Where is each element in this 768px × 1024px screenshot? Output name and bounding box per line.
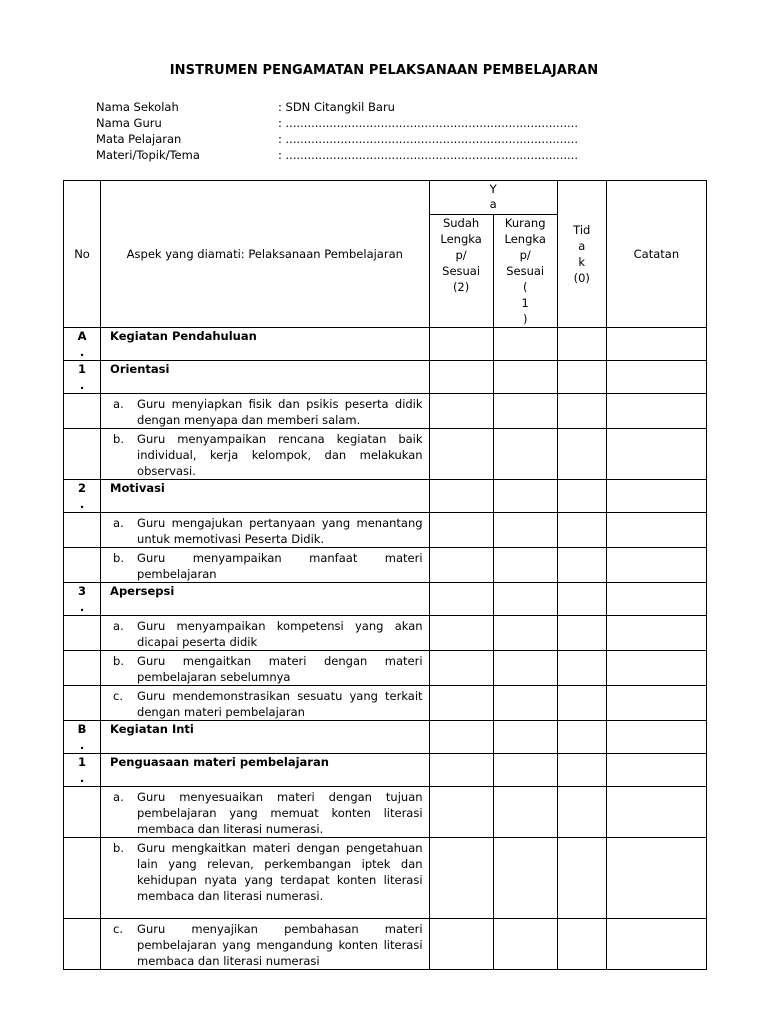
score-kurang-cell[interactable] (493, 754, 557, 787)
row-number-empty (64, 838, 101, 919)
table-row (64, 754, 707, 787)
item-text: Guru menyesuaikan materi dengan tujuan pembelajaran yang memuat konten literasi membaca dan literasi numerasi. (137, 790, 423, 836)
row-number: A . (64, 328, 101, 361)
score-kurang-cell[interactable] (493, 480, 557, 513)
catatan-cell[interactable] (606, 787, 706, 838)
score-sudah-cell[interactable] (429, 361, 493, 394)
table-row (64, 651, 707, 686)
score-tidak-cell[interactable] (557, 754, 606, 787)
item-letter: a. (113, 516, 124, 530)
score-kurang-cell[interactable] (493, 721, 557, 754)
table-row (64, 394, 707, 429)
row-number: 1 . (64, 754, 101, 787)
row-number-empty (64, 616, 101, 651)
score-sudah-cell[interactable] (429, 583, 493, 616)
item-text: Guru menyampaikan manfaat materi pembelajaran (137, 551, 423, 581)
table-row (64, 686, 707, 721)
table-row (64, 838, 707, 919)
item-text: Guru mengajukan pertanyaan yang menantang untuk memotivasi Peserta Didik. (137, 516, 423, 546)
catatan-cell[interactable] (606, 754, 706, 787)
score-sudah-cell[interactable] (429, 919, 493, 970)
aspect-item (101, 686, 430, 721)
header-tidak: Tid a k (0) (557, 181, 606, 328)
catatan-cell[interactable] (606, 480, 706, 513)
score-sudah-cell[interactable] (429, 616, 493, 651)
aspect-item (101, 616, 430, 651)
score-sudah-cell[interactable] (429, 480, 493, 513)
section-heading: Kegiatan Inti (101, 721, 430, 754)
item-letter: b. (113, 432, 125, 446)
score-sudah-cell[interactable] (429, 548, 493, 583)
header-catatan: Catatan (606, 181, 706, 328)
score-tidak-cell[interactable] (557, 429, 606, 480)
score-tidak-cell[interactable] (557, 328, 606, 361)
table-row (64, 787, 707, 838)
score-tidak-cell[interactable] (557, 394, 606, 429)
aspect-item (101, 651, 430, 686)
catatan-cell[interactable] (606, 919, 706, 970)
score-kurang-cell[interactable] (493, 394, 557, 429)
score-tidak-cell[interactable] (557, 721, 606, 754)
info-label: Materi/Topik/Tema (96, 148, 200, 162)
info-row (96, 131, 578, 147)
catatan-cell[interactable] (606, 686, 706, 721)
item-letter: b. (113, 841, 125, 855)
catatan-cell[interactable] (606, 361, 706, 394)
catatan-cell[interactable] (606, 328, 706, 361)
score-tidak-cell[interactable] (557, 361, 606, 394)
score-sudah-cell[interactable] (429, 651, 493, 686)
info-value: : ................................................................................ (278, 116, 578, 130)
header-no: No (64, 181, 101, 328)
info-value: : ................................................................................ (278, 132, 578, 146)
item-text: Guru mengkaitkan materi dengan pengetahuan lain yang relevan, perkembangan iptek dan kehidupan nyata yang terdapat konten literasi membaca dan literasi numerasi. (137, 841, 423, 903)
score-sudah-cell[interactable] (429, 838, 493, 919)
score-kurang-cell[interactable] (493, 328, 557, 361)
aspect-item (101, 838, 430, 919)
aspect-item (101, 513, 430, 548)
score-kurang-cell[interactable] (493, 787, 557, 838)
row-number-empty (64, 429, 101, 480)
info-row (96, 99, 578, 115)
aspect-item (101, 429, 430, 480)
table-row (64, 721, 707, 754)
item-text: Guru mengaitkan materi dengan materi pembelajaran sebelumnya (137, 654, 423, 684)
section-heading: Kegiatan Pendahuluan (101, 328, 430, 361)
table-row (64, 513, 707, 548)
row-number-empty (64, 651, 101, 686)
row-number-empty (64, 394, 101, 429)
item-letter: b. (113, 654, 125, 668)
item-text: Guru menyiapkan fisik dan psikis peserta didik dengan menyapa dan memberi salam. (137, 397, 423, 427)
item-letter: c. (113, 689, 124, 703)
catatan-cell[interactable] (606, 838, 706, 919)
page-title: INSTRUMEN PENGAMATAN PELAKSANAAN PEMBELAJARAN (169, 63, 599, 78)
score-kurang-cell[interactable] (493, 583, 557, 616)
catatan-cell[interactable] (606, 513, 706, 548)
score-kurang-cell[interactable] (493, 548, 557, 583)
aspect-item (101, 919, 430, 970)
item-letter: a. (113, 619, 124, 633)
score-sudah-cell[interactable] (429, 394, 493, 429)
catatan-cell[interactable] (606, 721, 706, 754)
aspect-item (101, 548, 430, 583)
header-kurang: Kurang Lengka p/ Sesuai ( 1 ) (493, 215, 557, 328)
row-number-empty (64, 686, 101, 721)
identity-block (96, 99, 578, 163)
score-tidak-cell[interactable] (557, 787, 606, 838)
score-kurang-cell[interactable] (493, 616, 557, 651)
aspect-item (101, 394, 430, 429)
info-value: : ................................................................................ (278, 148, 578, 162)
info-label: Nama Sekolah (96, 100, 179, 114)
table-row (64, 361, 707, 394)
header-sudah: Sudah Lengka p/ Sesuai (2) (429, 215, 493, 328)
score-tidak-cell[interactable] (557, 480, 606, 513)
table-row (64, 583, 707, 616)
row-number-empty (64, 548, 101, 583)
section-heading: Motivasi (101, 480, 430, 513)
catatan-cell[interactable] (606, 616, 706, 651)
section-heading: Apersepsi (101, 583, 430, 616)
item-text: Guru menyampaikan rencana kegiatan baik individual, kerja kelompok, dan melakukan observasi. (137, 432, 423, 478)
row-number: 1 . (64, 361, 101, 394)
row-number: 2 . (64, 480, 101, 513)
info-label: Mata Pelajaran (96, 132, 182, 146)
item-letter: c. (113, 922, 124, 936)
score-kurang-cell[interactable] (493, 513, 557, 548)
observation-table (63, 180, 707, 970)
row-number: B . (64, 721, 101, 754)
score-tidak-cell[interactable] (557, 616, 606, 651)
score-tidak-cell[interactable] (557, 513, 606, 548)
item-letter: a. (113, 790, 124, 804)
score-tidak-cell[interactable] (557, 919, 606, 970)
score-tidak-cell[interactable] (557, 686, 606, 721)
score-kurang-cell[interactable] (493, 686, 557, 721)
aspect-item (101, 787, 430, 838)
info-label: Nama Guru (96, 116, 162, 130)
score-kurang-cell[interactable] (493, 838, 557, 919)
section-heading: Penguasaan materi pembelajaran (101, 754, 430, 787)
header-aspek: Aspek yang diamati: Pelaksanaan Pembelajaran (101, 181, 430, 328)
row-number-empty (64, 513, 101, 548)
table-row (64, 429, 707, 480)
header-ya: Y a (429, 181, 557, 215)
score-tidak-cell[interactable] (557, 548, 606, 583)
score-kurang-cell[interactable] (493, 919, 557, 970)
item-letter: b. (113, 551, 125, 565)
score-sudah-cell[interactable] (429, 787, 493, 838)
item-text: Guru menyampaikan kompetensi yang akan dicapai peserta didik (137, 619, 423, 649)
score-sudah-cell[interactable] (429, 328, 493, 361)
score-tidak-cell[interactable] (557, 838, 606, 919)
score-sudah-cell[interactable] (429, 513, 493, 548)
score-tidak-cell[interactable] (557, 651, 606, 686)
score-sudah-cell[interactable] (429, 721, 493, 754)
info-row (96, 115, 578, 131)
score-sudah-cell[interactable] (429, 686, 493, 721)
info-value: : SDN Citangkil Baru (278, 100, 395, 114)
catatan-cell[interactable] (606, 394, 706, 429)
score-sudah-cell[interactable] (429, 429, 493, 480)
score-kurang-cell[interactable] (493, 429, 557, 480)
score-kurang-cell[interactable] (493, 361, 557, 394)
item-letter: a. (113, 397, 124, 411)
table-row (64, 616, 707, 651)
row-number-empty (64, 919, 101, 970)
catatan-cell[interactable] (606, 429, 706, 480)
item-text: Guru menyajikan pembahasan materi pembelajaran yang mengandung konten literasi membaca dan literasi numerasi (137, 922, 423, 968)
table-row (64, 480, 707, 513)
item-text: Guru mendemonstrasikan sesuatu yang terkait dengan materi pembelajaran (137, 689, 423, 719)
score-sudah-cell[interactable] (429, 754, 493, 787)
catatan-cell[interactable] (606, 651, 706, 686)
table-row (64, 548, 707, 583)
catatan-cell[interactable] (606, 548, 706, 583)
info-row (96, 147, 578, 163)
catatan-cell[interactable] (606, 583, 706, 616)
table-row (64, 919, 707, 970)
section-heading: Orientasi (101, 361, 430, 394)
table-row (64, 328, 707, 361)
row-number-empty (64, 787, 101, 838)
score-kurang-cell[interactable] (493, 651, 557, 686)
row-number: 3 . (64, 583, 101, 616)
score-tidak-cell[interactable] (557, 583, 606, 616)
